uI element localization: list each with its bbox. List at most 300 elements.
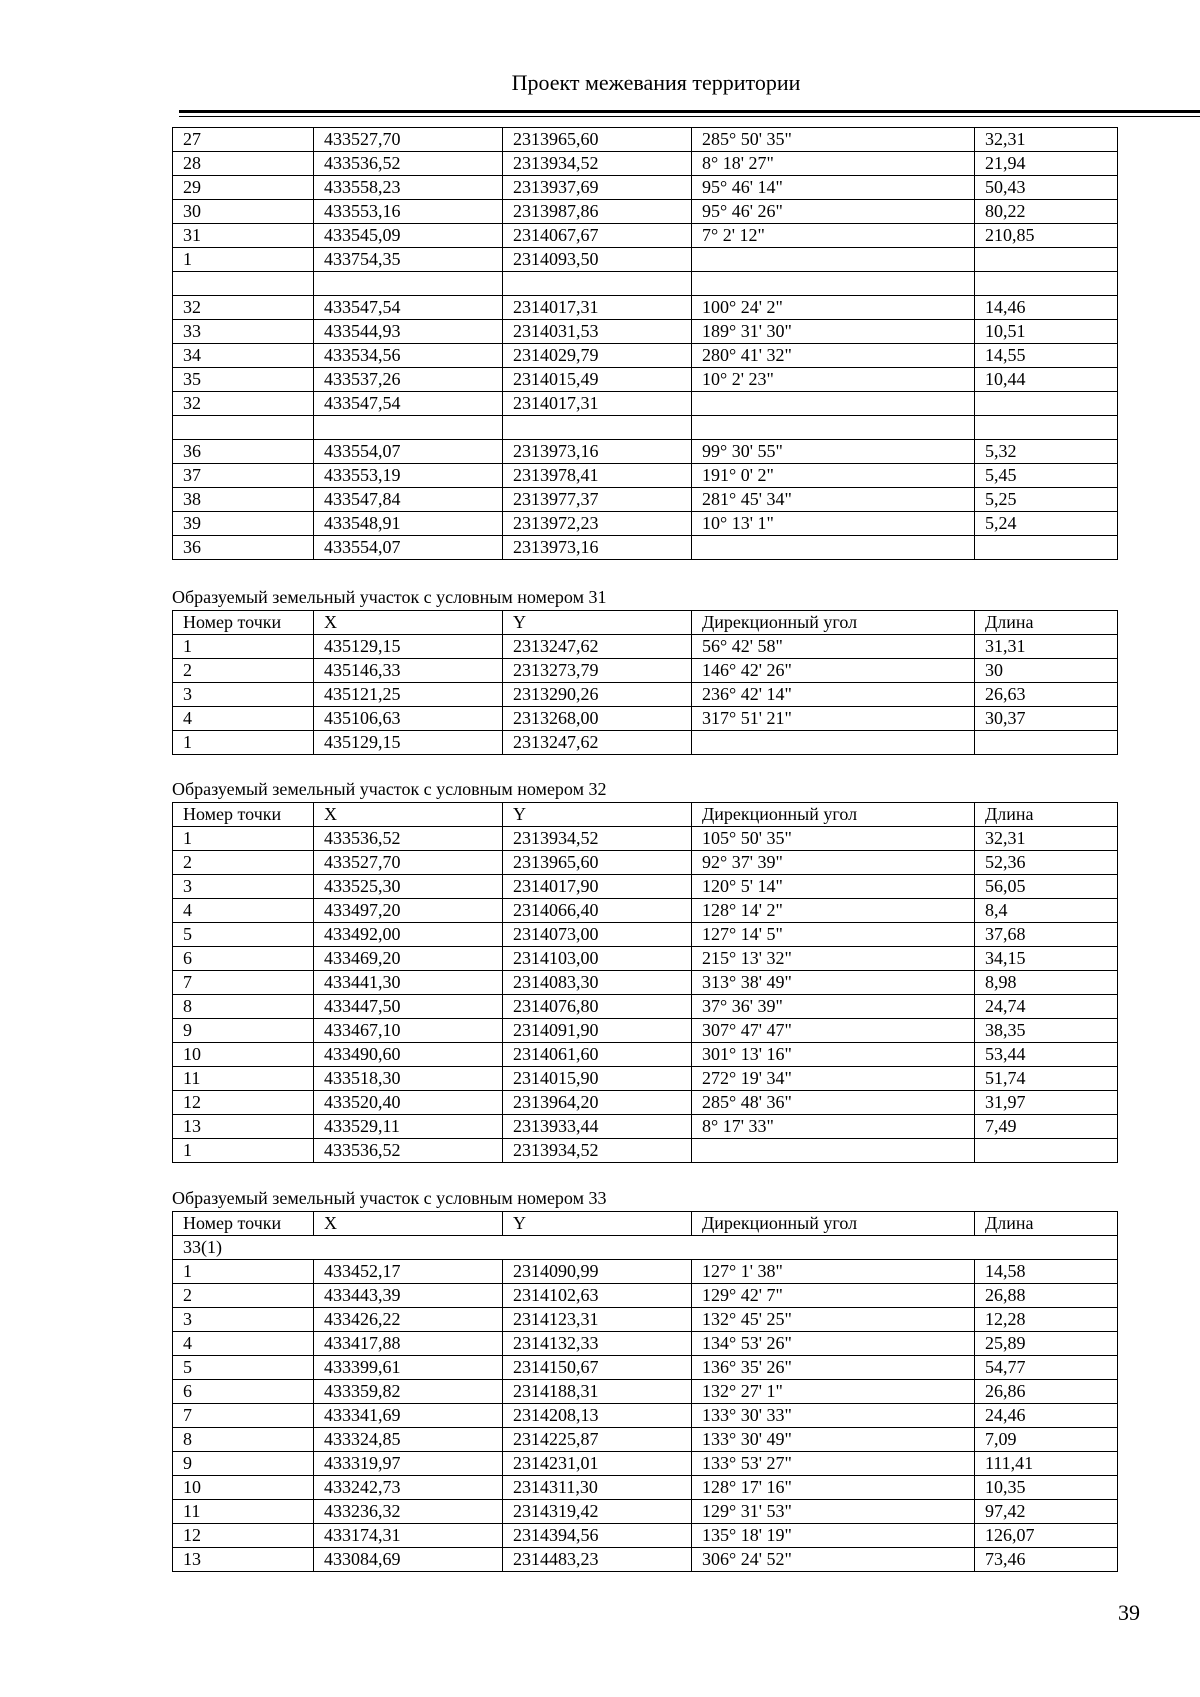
- table-cell: [314, 416, 503, 440]
- table-cell: 433452,17: [314, 1260, 503, 1284]
- table-row: [173, 224, 1118, 248]
- table-cell: 35: [173, 368, 314, 392]
- table-cell: 2314150,67: [503, 1356, 692, 1380]
- table-cell: [692, 248, 975, 272]
- table-cell: 95° 46' 14": [692, 176, 975, 200]
- table-header-row: [173, 803, 1118, 827]
- table-cell: 100° 24' 2": [692, 296, 975, 320]
- table-cell: 34: [173, 344, 314, 368]
- table-cell: 433754,35: [314, 248, 503, 272]
- table-row: [173, 128, 1118, 152]
- table-cell: 285° 48' 36": [692, 1091, 975, 1115]
- table-cell: 6: [173, 1380, 314, 1404]
- table-cell: 120° 5' 14": [692, 875, 975, 899]
- table-cell: 132° 27' 1": [692, 1380, 975, 1404]
- table-cell: 13: [173, 1115, 314, 1139]
- table-row: [173, 1139, 1118, 1163]
- table-caption-31: Образуемый земельный участок с условным номером 31: [172, 587, 607, 607]
- table-cell: 10: [173, 1043, 314, 1067]
- table-cell: 2313987,86: [503, 200, 692, 224]
- table-row: [173, 1452, 1118, 1476]
- table-cell: 12: [173, 1091, 314, 1115]
- table-cell: 56,05: [975, 875, 1118, 899]
- table-cell: 126,07: [975, 1524, 1118, 1548]
- table-cell: 2314123,31: [503, 1308, 692, 1332]
- table-cell: 97,42: [975, 1500, 1118, 1524]
- table-row: [173, 368, 1118, 392]
- table-row: [173, 392, 1118, 416]
- table-cell: 433527,70: [314, 128, 503, 152]
- table-cell: 105° 50' 35": [692, 827, 975, 851]
- table-cell: [173, 272, 314, 296]
- table-cell: 2313290,26: [503, 683, 692, 707]
- table-cell: 30,37: [975, 707, 1118, 731]
- table-cell: 433527,70: [314, 851, 503, 875]
- table-cell: 433547,54: [314, 296, 503, 320]
- table-cell: 433490,60: [314, 1043, 503, 1067]
- table-cell: 433236,32: [314, 1500, 503, 1524]
- table-cell: 4: [173, 1332, 314, 1356]
- table-row: [173, 635, 1118, 659]
- header-rule-thin: [179, 116, 1200, 117]
- table-cell: Дирекционный угол: [692, 803, 975, 827]
- table-cell: 10,44: [975, 368, 1118, 392]
- table-cell: 433447,50: [314, 995, 503, 1019]
- table-cell: 11: [173, 1067, 314, 1091]
- table-cell: 26,63: [975, 683, 1118, 707]
- table-cell: [692, 731, 975, 755]
- table-cell: 10,51: [975, 320, 1118, 344]
- table-cell: 133° 30' 49": [692, 1428, 975, 1452]
- table-row: [173, 320, 1118, 344]
- table-row: [173, 1019, 1118, 1043]
- table-cell: 3: [173, 875, 314, 899]
- table-cell: 433341,69: [314, 1404, 503, 1428]
- table-cell: 2313964,20: [503, 1091, 692, 1115]
- table-cell: 433174,31: [314, 1524, 503, 1548]
- table-cell: 2313273,79: [503, 659, 692, 683]
- table-cell: 36: [173, 440, 314, 464]
- table-cell: 433359,82: [314, 1380, 503, 1404]
- table-cell: Y: [503, 1212, 692, 1236]
- table-row: [173, 1067, 1118, 1091]
- table-cell: 2313965,60: [503, 851, 692, 875]
- table-cell: 136° 35' 26": [692, 1356, 975, 1380]
- table-cell: 7: [173, 971, 314, 995]
- table-cell: 53,44: [975, 1043, 1118, 1067]
- table-cell: 128° 17' 16": [692, 1476, 975, 1500]
- table-cell: 133° 53' 27": [692, 1452, 975, 1476]
- table-cell: 38,35: [975, 1019, 1118, 1043]
- table-cell: 99° 30' 55": [692, 440, 975, 464]
- table-cell: 24,74: [975, 995, 1118, 1019]
- table-row: [173, 1332, 1118, 1356]
- table-cell: 26,86: [975, 1380, 1118, 1404]
- table-cell: 2314091,90: [503, 1019, 692, 1043]
- table-cell: 2313933,44: [503, 1115, 692, 1139]
- table-cell: 26,88: [975, 1284, 1118, 1308]
- table-cell: 2313973,16: [503, 440, 692, 464]
- table-cell: 38: [173, 488, 314, 512]
- table-row: [173, 1308, 1118, 1332]
- table-body: [173, 128, 1118, 560]
- header-rule-thick: [179, 110, 1200, 113]
- table-cell: 433084,69: [314, 1548, 503, 1572]
- table-cell: 33: [173, 320, 314, 344]
- table-cell: 433520,40: [314, 1091, 503, 1115]
- table-cell: 31,31: [975, 635, 1118, 659]
- table-cell: 92° 37' 39": [692, 851, 975, 875]
- table-cell: [975, 731, 1118, 755]
- table-cell: 9: [173, 1452, 314, 1476]
- table-row: [173, 248, 1118, 272]
- table-cell: 80,22: [975, 200, 1118, 224]
- table-cell: 52,36: [975, 851, 1118, 875]
- table-cell: 1: [173, 827, 314, 851]
- table-cell: 2313247,62: [503, 635, 692, 659]
- table-cell: 33(1): [173, 1236, 1118, 1260]
- table-cell: 2313965,60: [503, 128, 692, 152]
- table-cell: 433467,10: [314, 1019, 503, 1043]
- table-cell: [503, 416, 692, 440]
- table-cell: 1: [173, 1260, 314, 1284]
- table-cell: 51,74: [975, 1067, 1118, 1091]
- table-cell: 32: [173, 296, 314, 320]
- table-cell: 2314083,30: [503, 971, 692, 995]
- table-cell: 2313937,69: [503, 176, 692, 200]
- table-cell: 10,35: [975, 1476, 1118, 1500]
- table-cell: 433443,39: [314, 1284, 503, 1308]
- table-cell: 435121,25: [314, 683, 503, 707]
- table-cell: 24,46: [975, 1404, 1118, 1428]
- table-cell: Длина: [975, 803, 1118, 827]
- table-cell: 2314225,87: [503, 1428, 692, 1452]
- table-cell: 236° 42' 14": [692, 683, 975, 707]
- table-cell: 433558,23: [314, 176, 503, 200]
- table-caption-32: Образуемый земельный участок с условным номером 32: [172, 779, 607, 799]
- table-cell: Дирекционный угол: [692, 611, 975, 635]
- table-cell: 2314093,50: [503, 248, 692, 272]
- table-cell: 2314090,99: [503, 1260, 692, 1284]
- table-cell: 2313934,52: [503, 827, 692, 851]
- table-row: [173, 1548, 1118, 1572]
- table-cell: 1: [173, 248, 314, 272]
- table-cell: 433554,07: [314, 440, 503, 464]
- table-cell: 129° 31' 53": [692, 1500, 975, 1524]
- table-row: [173, 272, 1118, 296]
- table-cell: 2: [173, 1284, 314, 1308]
- table-cell: 2: [173, 851, 314, 875]
- table-cell: 433534,56: [314, 344, 503, 368]
- table-cell: 31,97: [975, 1091, 1118, 1115]
- table-cell: 8,98: [975, 971, 1118, 995]
- table-cell: 2314067,67: [503, 224, 692, 248]
- table-cell: 433518,30: [314, 1067, 503, 1091]
- table-cell: [975, 1139, 1118, 1163]
- table-cell: 2314311,30: [503, 1476, 692, 1500]
- table-row: [173, 875, 1118, 899]
- table-cell: [975, 272, 1118, 296]
- table-cell: 2314483,23: [503, 1548, 692, 1572]
- table-cell: 5: [173, 1356, 314, 1380]
- table-cell: 2313973,16: [503, 536, 692, 560]
- table-cell: 2313972,23: [503, 512, 692, 536]
- table-cell: 2314017,31: [503, 296, 692, 320]
- table-row: [173, 707, 1118, 731]
- table-cell: Длина: [975, 1212, 1118, 1236]
- table-cell: Номер точки: [173, 1212, 314, 1236]
- table-cell: 433553,16: [314, 200, 503, 224]
- table-cell: 10: [173, 1476, 314, 1500]
- table-cell: 12,28: [975, 1308, 1118, 1332]
- table-cell: 132° 45' 25": [692, 1308, 975, 1332]
- table-body: [173, 803, 1118, 1163]
- table-row: [173, 416, 1118, 440]
- table-cell: 2314066,40: [503, 899, 692, 923]
- table-cell: 1: [173, 635, 314, 659]
- table-cell: 54,77: [975, 1356, 1118, 1380]
- table-cell: X: [314, 1212, 503, 1236]
- table-cell: Y: [503, 611, 692, 635]
- table-subheader-row: [173, 1236, 1118, 1260]
- table-row: [173, 683, 1118, 707]
- table-cell: [692, 272, 975, 296]
- table-cell: 134° 53' 26": [692, 1332, 975, 1356]
- table-cell: 3: [173, 1308, 314, 1332]
- table-cell: 285° 50' 35": [692, 128, 975, 152]
- table-cell: 433529,11: [314, 1115, 503, 1139]
- table-row: [173, 1404, 1118, 1428]
- table-cell: 301° 13' 16": [692, 1043, 975, 1067]
- table-cell: 14,58: [975, 1260, 1118, 1284]
- table-row: [173, 200, 1118, 224]
- table-row: [173, 176, 1118, 200]
- table-row: [173, 296, 1118, 320]
- table-cell: 7° 2' 12": [692, 224, 975, 248]
- table-cell: 127° 1' 38": [692, 1260, 975, 1284]
- table-cell: [692, 1139, 975, 1163]
- table-cell: 32: [173, 392, 314, 416]
- table-cell: 433441,30: [314, 971, 503, 995]
- table-cell: 5,45: [975, 464, 1118, 488]
- table-cell: 215° 13' 32": [692, 947, 975, 971]
- table-caption-33: Образуемый земельный участок с условным номером 33: [172, 1188, 607, 1208]
- table-row: [173, 1284, 1118, 1308]
- table-body: [173, 611, 1118, 755]
- table-cell: 37° 36' 39": [692, 995, 975, 1019]
- table-cell: 2314208,13: [503, 1404, 692, 1428]
- table-row: [173, 947, 1118, 971]
- table-cell: 433469,20: [314, 947, 503, 971]
- table-cell: 50,43: [975, 176, 1118, 200]
- table-cell: 36: [173, 536, 314, 560]
- table-cell: 8: [173, 995, 314, 1019]
- page-number: 39: [1118, 1600, 1140, 1625]
- table-row: [173, 344, 1118, 368]
- table-cell: 2313977,37: [503, 488, 692, 512]
- table-cell: 2: [173, 659, 314, 683]
- table-cell: 281° 45' 34": [692, 488, 975, 512]
- table-cell: [692, 536, 975, 560]
- table-cell: 29: [173, 176, 314, 200]
- table-header-row: [173, 611, 1118, 635]
- table-cell: 2314015,49: [503, 368, 692, 392]
- table-cell: 2314076,80: [503, 995, 692, 1019]
- table-cell: 73,46: [975, 1548, 1118, 1572]
- page-header-title: Проект межевания территории: [511, 70, 801, 95]
- table-cell: 433536,52: [314, 827, 503, 851]
- table-cell: 2314073,00: [503, 923, 692, 947]
- table-cell: 2314394,56: [503, 1524, 692, 1548]
- table-body: [173, 1212, 1118, 1572]
- table-cell: 435106,63: [314, 707, 503, 731]
- table-row: [173, 827, 1118, 851]
- table-cell: 28: [173, 152, 314, 176]
- table-cell: 9: [173, 1019, 314, 1043]
- table-cell: 95° 46' 26": [692, 200, 975, 224]
- table-cell: 27: [173, 128, 314, 152]
- table-cell: 5,32: [975, 440, 1118, 464]
- table-cell: 433525,30: [314, 875, 503, 899]
- table-cell: 10° 2' 23": [692, 368, 975, 392]
- table-cell: [314, 272, 503, 296]
- table-cell: [975, 392, 1118, 416]
- table-cell: 191° 0' 2": [692, 464, 975, 488]
- table-cell: 7,49: [975, 1115, 1118, 1139]
- table-cell: 433545,09: [314, 224, 503, 248]
- table-cell: 2313247,62: [503, 731, 692, 755]
- table-cell: 2314017,90: [503, 875, 692, 899]
- table-cell: [975, 416, 1118, 440]
- table-cell: Номер точки: [173, 803, 314, 827]
- table-row: [173, 1380, 1118, 1404]
- table-cell: 2313934,52: [503, 1139, 692, 1163]
- table-cell: 435129,15: [314, 731, 503, 755]
- table-cell: 433547,54: [314, 392, 503, 416]
- table-row: [173, 923, 1118, 947]
- table-cell: 8: [173, 1428, 314, 1452]
- table-cell: 433242,73: [314, 1476, 503, 1500]
- coordinates-table-33: [172, 1211, 1118, 1572]
- table-row: [173, 440, 1118, 464]
- table-cell: 4: [173, 707, 314, 731]
- table-cell: X: [314, 611, 503, 635]
- table-cell: Длина: [975, 611, 1118, 635]
- table-cell: 6: [173, 947, 314, 971]
- table-cell: Y: [503, 803, 692, 827]
- table-cell: 2314231,01: [503, 1452, 692, 1476]
- table-cell: 31: [173, 224, 314, 248]
- table-cell: 307° 47' 47": [692, 1019, 975, 1043]
- table-cell: 280° 41' 32": [692, 344, 975, 368]
- table-cell: 433319,97: [314, 1452, 503, 1476]
- table-cell: 2314103,00: [503, 947, 692, 971]
- coordinates-table-31: [172, 610, 1118, 755]
- table-cell: 435146,33: [314, 659, 503, 683]
- table-cell: 317° 51' 21": [692, 707, 975, 731]
- table-row: [173, 995, 1118, 1019]
- table-cell: 37,68: [975, 923, 1118, 947]
- table-cell: 8° 17' 33": [692, 1115, 975, 1139]
- table-cell: 433426,22: [314, 1308, 503, 1332]
- table-cell: 129° 42' 7": [692, 1284, 975, 1308]
- table-cell: 189° 31' 30": [692, 320, 975, 344]
- table-cell: 2314132,33: [503, 1332, 692, 1356]
- table-row: [173, 464, 1118, 488]
- table-cell: 433536,52: [314, 1139, 503, 1163]
- table-cell: 30: [173, 200, 314, 224]
- table-cell: 433399,61: [314, 1356, 503, 1380]
- table-row: [173, 488, 1118, 512]
- table-cell: 56° 42' 58": [692, 635, 975, 659]
- table-cell: 11: [173, 1500, 314, 1524]
- table-row: [173, 1356, 1118, 1380]
- table-cell: 2313978,41: [503, 464, 692, 488]
- table-cell: 2313268,00: [503, 707, 692, 731]
- table-cell: 2314102,63: [503, 1284, 692, 1308]
- table-cell: 128° 14' 2": [692, 899, 975, 923]
- table-cell: 210,85: [975, 224, 1118, 248]
- table-row: [173, 1115, 1118, 1139]
- table-cell: [173, 416, 314, 440]
- table-row: [173, 1476, 1118, 1500]
- table-cell: [692, 416, 975, 440]
- table-row: [173, 512, 1118, 536]
- table-row: [173, 659, 1118, 683]
- table-cell: 2313934,52: [503, 152, 692, 176]
- table-row: [173, 971, 1118, 995]
- table-cell: 306° 24' 52": [692, 1548, 975, 1572]
- table-cell: 21,94: [975, 152, 1118, 176]
- table-row: [173, 1043, 1118, 1067]
- table-row: [173, 1091, 1118, 1115]
- table-cell: 2314188,31: [503, 1380, 692, 1404]
- table-cell: Дирекционный угол: [692, 1212, 975, 1236]
- table-cell: 7: [173, 1404, 314, 1428]
- table-row: [173, 536, 1118, 560]
- table-cell: [975, 248, 1118, 272]
- table-cell: 32,31: [975, 128, 1118, 152]
- table-cell: 433537,26: [314, 368, 503, 392]
- table-row: [173, 1428, 1118, 1452]
- table-cell: 433324,85: [314, 1428, 503, 1452]
- table-cell: 2314017,31: [503, 392, 692, 416]
- table-cell: 10° 13' 1": [692, 512, 975, 536]
- table-cell: 34,15: [975, 947, 1118, 971]
- table-row: [173, 1260, 1118, 1284]
- table-cell: 5,25: [975, 488, 1118, 512]
- table-cell: 135° 18' 19": [692, 1524, 975, 1548]
- table-cell: 111,41: [975, 1452, 1118, 1476]
- table-cell: [692, 392, 975, 416]
- table-cell: X: [314, 803, 503, 827]
- table-cell: 7,09: [975, 1428, 1118, 1452]
- table-cell: 2314319,42: [503, 1500, 692, 1524]
- table-cell: 5: [173, 923, 314, 947]
- table-cell: 25,89: [975, 1332, 1118, 1356]
- table-cell: 30: [975, 659, 1118, 683]
- table-cell: 5,24: [975, 512, 1118, 536]
- table-cell: 1: [173, 1139, 314, 1163]
- table-cell: 2314015,90: [503, 1067, 692, 1091]
- table-cell: 2314031,53: [503, 320, 692, 344]
- table-cell: 435129,15: [314, 635, 503, 659]
- table-cell: 39: [173, 512, 314, 536]
- table-cell: 8,4: [975, 899, 1118, 923]
- table-cell: 133° 30' 33": [692, 1404, 975, 1428]
- table-cell: 1: [173, 731, 314, 755]
- table-row: [173, 899, 1118, 923]
